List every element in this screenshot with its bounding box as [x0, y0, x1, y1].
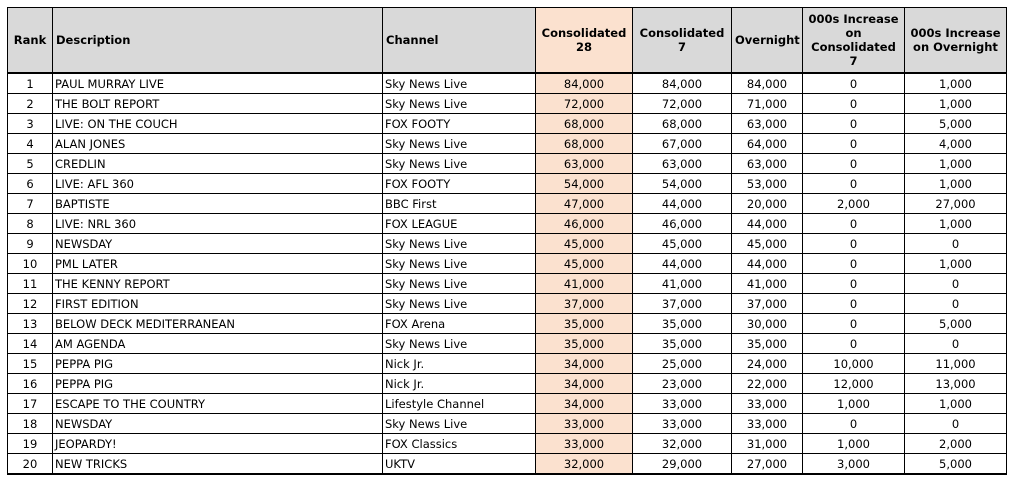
consolidated-28-cell: 46,000 [536, 214, 633, 234]
table-row [8, 274, 1007, 294]
increase-consolidated-7-cell: 0 [803, 234, 905, 254]
increase-overnight-cell: 11,000 [905, 354, 1007, 374]
description-cell: NEW TRICKS [53, 454, 383, 475]
consolidated-28-cell: 34,000 [536, 394, 633, 414]
channel-cell: Sky News Live [383, 94, 536, 114]
increase-consolidated-7-cell: 0 [803, 174, 905, 194]
overnight-cell: 63,000 [732, 154, 803, 174]
table-row [8, 154, 1007, 174]
description-cell: AM AGENDA [53, 334, 383, 354]
overnight-cell: 33,000 [732, 414, 803, 434]
increase-consolidated-7-cell: 1,000 [803, 394, 905, 414]
table-row [8, 314, 1007, 334]
description-cell: THE BOLT REPORT [53, 94, 383, 114]
channel-cell: Sky News Live [383, 334, 536, 354]
increase-overnight-cell: 2,000 [905, 434, 1007, 454]
table-row [8, 194, 1007, 214]
increase-overnight-cell: 5,000 [905, 114, 1007, 134]
consolidated-28-cell: 33,000 [536, 434, 633, 454]
table-row [8, 334, 1007, 354]
consolidated-28-cell: 33,000 [536, 414, 633, 434]
table-row [8, 73, 1007, 94]
rank-cell: 20 [8, 454, 53, 475]
rank-cell: 14 [8, 334, 53, 354]
description-cell: NEWSDAY [53, 234, 383, 254]
increase-overnight-cell: 0 [905, 234, 1007, 254]
consolidated-7-cell: 44,000 [633, 194, 732, 214]
increase-overnight-cell: 1,000 [905, 73, 1007, 94]
consolidated-28-cell: 68,000 [536, 114, 633, 134]
consolidated-7-cell: 37,000 [633, 294, 732, 314]
description-cell: PAUL MURRAY LIVE [53, 73, 383, 94]
consolidated-7-cell: 35,000 [633, 334, 732, 354]
consolidated-28-cell: 72,000 [536, 94, 633, 114]
rank-cell: 16 [8, 374, 53, 394]
increase-consolidated-7-cell: 0 [803, 314, 905, 334]
overnight-cell: 44,000 [732, 214, 803, 234]
description-cell: FIRST EDITION [53, 294, 383, 314]
increase-consolidated-7-cell: 0 [803, 254, 905, 274]
increase-consolidated-7-cell: 0 [803, 73, 905, 94]
increase-consolidated-7-cell: 3,000 [803, 454, 905, 475]
table-row [8, 234, 1007, 254]
increase-consolidated-7-cell: 0 [803, 114, 905, 134]
table-row [8, 354, 1007, 374]
increase-overnight-cell: 0 [905, 294, 1007, 314]
consolidated-7-cell: 84,000 [633, 73, 732, 94]
consolidated-7-cell: 32,000 [633, 434, 732, 454]
rank-cell: 6 [8, 174, 53, 194]
rank-cell: 3 [8, 114, 53, 134]
table-row [8, 214, 1007, 234]
consolidated-7-cell: 63,000 [633, 154, 732, 174]
increase-consolidated-7-cell: 0 [803, 94, 905, 114]
table-row [8, 134, 1007, 154]
table-row [8, 434, 1007, 454]
consolidated-28-cell: 34,000 [536, 374, 633, 394]
increase-overnight-cell: 0 [905, 414, 1007, 434]
overnight-cell: 63,000 [732, 114, 803, 134]
consolidated-7-cell: 29,000 [633, 454, 732, 475]
overnight-cell: 37,000 [732, 294, 803, 314]
description-cell: NEWSDAY [53, 414, 383, 434]
description-cell: LIVE: AFL 360 [53, 174, 383, 194]
description-cell: BAPTISTE [53, 194, 383, 214]
increase-consolidated-7-cell: 0 [803, 334, 905, 354]
rank-cell: 10 [8, 254, 53, 274]
rank-cell: 1 [8, 73, 53, 94]
increase-consolidated-7-cell: 0 [803, 414, 905, 434]
increase-consolidated-7-cell: 2,000 [803, 194, 905, 214]
overnight-cell: 64,000 [732, 134, 803, 154]
overnight-cell: 45,000 [732, 234, 803, 254]
channel-cell: Sky News Live [383, 234, 536, 254]
description-cell: ESCAPE TO THE COUNTRY [53, 394, 383, 414]
table-row [8, 114, 1007, 134]
consolidated-28-cell: 63,000 [536, 154, 633, 174]
consolidated-7-cell: 41,000 [633, 274, 732, 294]
consolidated-28-cell: 41,000 [536, 274, 633, 294]
increase-consolidated-7-cell: 0 [803, 154, 905, 174]
channel-cell: BBC First [383, 194, 536, 214]
increase-overnight-cell: 1,000 [905, 254, 1007, 274]
description-header: Description [53, 8, 383, 74]
consolidated-7-cell: 23,000 [633, 374, 732, 394]
ratings-table [7, 7, 1007, 475]
increase-consolidated-7-cell: 0 [803, 214, 905, 234]
description-cell: CREDLIN [53, 154, 383, 174]
increase-overnight-header: 000s Increase on Overnight [905, 8, 1007, 74]
increase-overnight-cell: 27,000 [905, 194, 1007, 214]
consolidated-7-cell: 33,000 [633, 414, 732, 434]
overnight-cell: 41,000 [732, 274, 803, 294]
overnight-cell: 20,000 [732, 194, 803, 214]
rank-header: Rank [8, 8, 53, 74]
consolidated-7-header: Consolidated 7 [633, 8, 732, 74]
rank-cell: 12 [8, 294, 53, 314]
description-cell: PEPPA PIG [53, 374, 383, 394]
channel-cell: Lifestyle Channel [383, 394, 536, 414]
overnight-cell: 27,000 [732, 454, 803, 475]
consolidated-7-cell: 54,000 [633, 174, 732, 194]
rank-cell: 7 [8, 194, 53, 214]
consolidated-7-cell: 68,000 [633, 114, 732, 134]
overnight-cell: 33,000 [732, 394, 803, 414]
rank-cell: 19 [8, 434, 53, 454]
channel-cell: Sky News Live [383, 134, 536, 154]
rank-cell: 15 [8, 354, 53, 374]
table-row [8, 414, 1007, 434]
description-cell: JEOPARDY! [53, 434, 383, 454]
overnight-cell: 53,000 [732, 174, 803, 194]
overnight-cell: 44,000 [732, 254, 803, 274]
rank-cell: 9 [8, 234, 53, 254]
channel-cell: FOX FOOTY [383, 114, 536, 134]
overnight-cell: 30,000 [732, 314, 803, 334]
increase-overnight-cell: 1,000 [905, 174, 1007, 194]
table-row [8, 174, 1007, 194]
increase-consolidated-7-cell: 10,000 [803, 354, 905, 374]
overnight-cell: 24,000 [732, 354, 803, 374]
increase-overnight-cell: 1,000 [905, 394, 1007, 414]
table-row [8, 374, 1007, 394]
rank-cell: 8 [8, 214, 53, 234]
increase-consolidated-7-cell: 0 [803, 274, 905, 294]
channel-header: Channel [383, 8, 536, 74]
consolidated-28-cell: 32,000 [536, 454, 633, 475]
rank-cell: 2 [8, 94, 53, 114]
description-cell: LIVE: ON THE COUCH [53, 114, 383, 134]
channel-cell: FOX LEAGUE [383, 214, 536, 234]
channel-cell: FOX Classics [383, 434, 536, 454]
rank-cell: 11 [8, 274, 53, 294]
channel-cell: FOX FOOTY [383, 174, 536, 194]
consolidated-28-cell: 37,000 [536, 294, 633, 314]
rank-cell: 13 [8, 314, 53, 334]
description-cell: THE KENNY REPORT [53, 274, 383, 294]
table-row [8, 294, 1007, 314]
increase-overnight-cell: 0 [905, 274, 1007, 294]
channel-cell: Sky News Live [383, 73, 536, 94]
channel-cell: Nick Jr. [383, 354, 536, 374]
table-row [8, 454, 1007, 475]
increase-consolidated-7-cell: 0 [803, 294, 905, 314]
consolidated-28-cell: 45,000 [536, 234, 633, 254]
table-body [8, 73, 1007, 474]
increase-overnight-cell: 4,000 [905, 134, 1007, 154]
table-row [8, 254, 1007, 274]
overnight-cell: 31,000 [732, 434, 803, 454]
consolidated-7-cell: 45,000 [633, 234, 732, 254]
overnight-cell: 35,000 [732, 334, 803, 354]
description-cell: ALAN JONES [53, 134, 383, 154]
channel-cell: Sky News Live [383, 414, 536, 434]
consolidated-28-cell: 35,000 [536, 314, 633, 334]
description-cell: LIVE: NRL 360 [53, 214, 383, 234]
consolidated-28-cell: 84,000 [536, 73, 633, 94]
overnight-cell: 22,000 [732, 374, 803, 394]
rank-cell: 18 [8, 414, 53, 434]
increase-overnight-cell: 13,000 [905, 374, 1007, 394]
rank-cell: 4 [8, 134, 53, 154]
consolidated-7-cell: 33,000 [633, 394, 732, 414]
increase-consolidated-7-header: 000s Increase on Consolidated 7 [803, 8, 905, 74]
consolidated-28-header: Consolidated 28 [536, 8, 633, 74]
channel-cell: UKTV [383, 454, 536, 475]
channel-cell: Sky News Live [383, 274, 536, 294]
table-row [8, 394, 1007, 414]
overnight-cell: 84,000 [732, 73, 803, 94]
consolidated-7-cell: 67,000 [633, 134, 732, 154]
description-cell: PML LATER [53, 254, 383, 274]
increase-overnight-cell: 5,000 [905, 454, 1007, 475]
increase-overnight-cell: 1,000 [905, 154, 1007, 174]
consolidated-28-cell: 54,000 [536, 174, 633, 194]
description-cell: PEPPA PIG [53, 354, 383, 374]
consolidated-7-cell: 35,000 [633, 314, 732, 334]
increase-consolidated-7-cell: 1,000 [803, 434, 905, 454]
consolidated-28-cell: 45,000 [536, 254, 633, 274]
increase-consolidated-7-cell: 12,000 [803, 374, 905, 394]
consolidated-28-cell: 47,000 [536, 194, 633, 214]
overnight-cell: 71,000 [732, 94, 803, 114]
consolidated-7-cell: 25,000 [633, 354, 732, 374]
increase-overnight-cell: 0 [905, 334, 1007, 354]
channel-cell: Nick Jr. [383, 374, 536, 394]
channel-cell: Sky News Live [383, 254, 536, 274]
consolidated-28-cell: 68,000 [536, 134, 633, 154]
consolidated-7-cell: 44,000 [633, 254, 732, 274]
consolidated-7-cell: 72,000 [633, 94, 732, 114]
increase-consolidated-7-cell: 0 [803, 134, 905, 154]
channel-cell: FOX Arena [383, 314, 536, 334]
consolidated-28-cell: 35,000 [536, 334, 633, 354]
channel-cell: Sky News Live [383, 154, 536, 174]
increase-overnight-cell: 1,000 [905, 94, 1007, 114]
header-row [8, 8, 1007, 74]
consolidated-7-cell: 46,000 [633, 214, 732, 234]
description-cell: BELOW DECK MEDITERRANEAN [53, 314, 383, 334]
consolidated-28-cell: 34,000 [536, 354, 633, 374]
increase-overnight-cell: 1,000 [905, 214, 1007, 234]
overnight-header: Overnight [732, 8, 803, 74]
increase-overnight-cell: 5,000 [905, 314, 1007, 334]
rank-cell: 17 [8, 394, 53, 414]
channel-cell: Sky News Live [383, 294, 536, 314]
table-row [8, 94, 1007, 114]
rank-cell: 5 [8, 154, 53, 174]
